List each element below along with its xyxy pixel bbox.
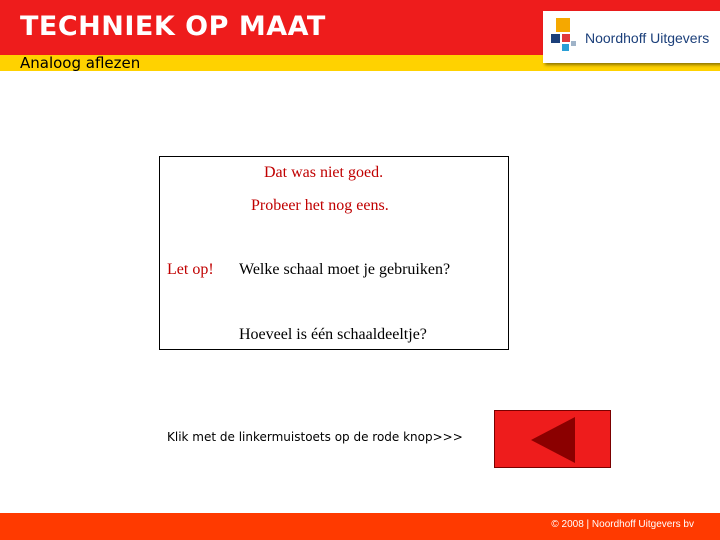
retry-message: Probeer het nog eens. <box>251 197 389 214</box>
publisher-logo <box>543 11 720 63</box>
noordhoff-logo-icon <box>551 18 577 56</box>
page-subtitle: Analoog aflezen <box>20 54 141 72</box>
feedback-message: Dat was niet goed. <box>264 164 384 181</box>
back-arrow-icon <box>531 417 575 463</box>
hint-question-scale: Welke schaal moet je gebruiken? <box>239 261 451 278</box>
warning-label: Let op! <box>167 261 214 278</box>
footer-copyright: © 2008 | Noordhoff Uitgevers bv <box>551 519 694 530</box>
instruction-text: Klik met de linkermuistoets op de rode knop>>> <box>167 430 463 444</box>
logo-text: Noordhoff Uitgevers <box>585 30 710 46</box>
page-title: TECHNIEK OP MAAT <box>20 11 326 42</box>
hint-question-division: Hoeveel is één schaaldeeltje? <box>239 326 427 343</box>
feedback-panel <box>159 156 509 350</box>
back-button[interactable] <box>494 410 611 468</box>
